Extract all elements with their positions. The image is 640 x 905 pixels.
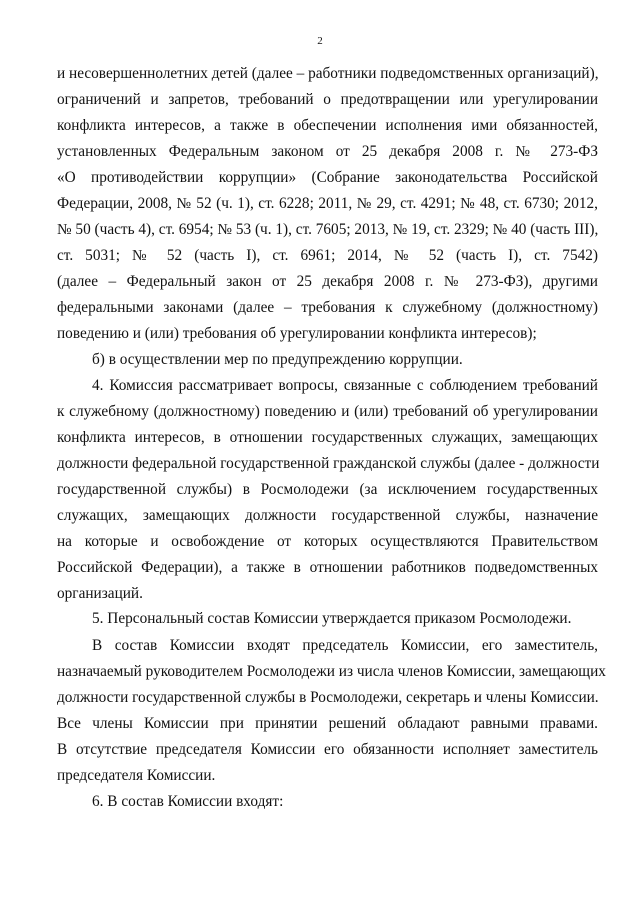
text-line: федеральными законами (далее – требования к служебному (должностному) <box>57 299 598 316</box>
text-line: конфликта интересов, а также в обеспечении исполнения ими обязанностей, <box>57 117 598 134</box>
text-line: В отсутствие председателя Комиссии его обязанности исполняет заместитель <box>57 741 598 758</box>
text-line: № 50 (часть 4), ст. 6954; № 53 (ч. 1), ст. 7605; 2013, № 19, ст. 2329; № 40 (часть III), <box>57 221 599 238</box>
text-line: (далее – Федеральный закон от 25 декабря 2008 г. № 273-ФЗ), другими <box>57 273 598 290</box>
text-line: Федерации, 2008, № 52 (ч. 1), ст. 6228; 2011, № 29, ст. 4291; № 48, ст. 6730; 2012, <box>57 195 598 212</box>
text-line: должности федеральной государственной гражданской службы (далее - должности <box>57 455 600 472</box>
text-line: ст. 5031; № 52 (часть I), ст. 6961; 2014, № 52 (часть I), ст. 7542) <box>57 247 598 264</box>
text-line: «О противодействии коррупции» (Собрание законодательства Российской <box>57 169 598 186</box>
text-line: б) в осуществлении мер по предупреждению коррупции. <box>92 351 463 368</box>
text-line: назначаемый руководителем Росмолодежи из числа членов Комиссии, замещающих <box>57 663 606 680</box>
text-line: 6. В состав Комиссии входят: <box>92 793 284 810</box>
text-line: ограничений и запретов, требований о предотвращении или урегулировании <box>57 91 598 108</box>
text-line: Все члены Комиссии при принятии решений обладают равными правами. <box>57 715 598 732</box>
text-line: на которые и освобождение от которых осуществляются Правительством <box>57 533 598 550</box>
text-line: 4. Комиссия рассматривает вопросы, связанные с соблюдением требований <box>92 377 598 394</box>
text-line: поведению и (или) требования об урегулировании конфликта интересов); <box>57 325 537 342</box>
text-line: государственной службы) в Росмолодежи (за исключением государственных <box>57 481 598 498</box>
text-line: В состав Комиссии входят председатель Комиссии, его заместитель, <box>92 637 598 654</box>
text-line: служащих, замещающих должности государственной службы, назначение <box>57 507 598 524</box>
text-line: председателя Комиссии. <box>57 767 216 784</box>
text-line: организаций. <box>57 585 143 602</box>
text-line: и несовершеннолетних детей (далее – работники подведомственных организаций), <box>57 65 599 82</box>
page-number: 2 <box>317 35 323 47</box>
text-line: к служебному (должностному) поведению и (или) требований об урегулировании <box>57 403 598 420</box>
text-line: 5. Персональный состав Комиссии утверждается приказом Росмолодежи. <box>92 610 572 627</box>
text-line: должности государственной службы в Росмолодежи, секретарь и члены Комиссии. <box>57 689 599 706</box>
text-line: конфликта интересов, в отношении государственных служащих, замещающих <box>57 429 598 446</box>
text-line: установленных Федеральным законом от 25 декабря 2008 г. № 273-ФЗ <box>57 143 598 160</box>
text-line: Российской Федерации), а также в отношении работников подведомственных <box>57 559 598 576</box>
